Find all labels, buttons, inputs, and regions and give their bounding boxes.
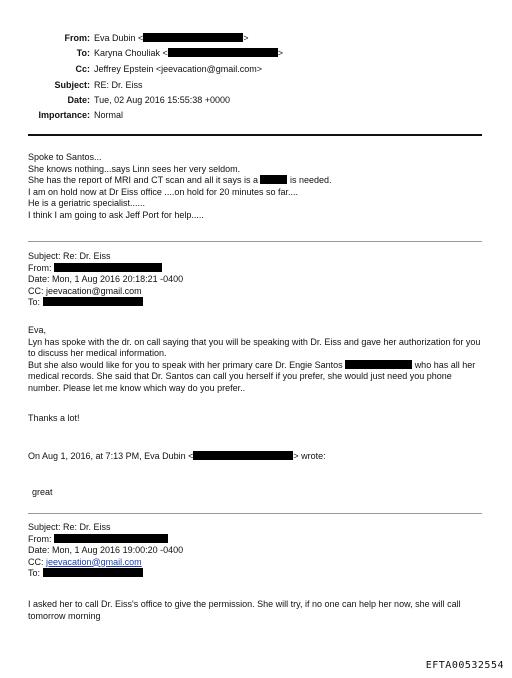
cc-email-link[interactable]: jeevacation@gmail.com bbox=[46, 556, 142, 567]
quote-attribution bbox=[28, 451, 484, 463]
thanks-line bbox=[28, 413, 484, 425]
from-value bbox=[94, 33, 249, 43]
redacted-email bbox=[193, 451, 293, 460]
header-subject-row bbox=[0, 80, 512, 93]
thanks-text: Thanks a lot! bbox=[28, 413, 80, 423]
paragraph: Lyn has spoke with the dr. on call saying that you will be speaking with Dr. Eiss and gave her authorization for you to discuss her medical information. bbox=[28, 336, 481, 358]
quote-divider-2 bbox=[28, 513, 482, 514]
body-text: is needed. bbox=[289, 175, 332, 185]
body-line bbox=[28, 175, 484, 187]
to-label: To: bbox=[28, 297, 41, 307]
to-label: To: bbox=[28, 568, 41, 578]
importance-value: Normal bbox=[94, 110, 124, 120]
message-3-header bbox=[28, 522, 484, 580]
redacted-text bbox=[345, 360, 412, 369]
paragraph: I asked her to call Dr. Eiss's office to give the permission. She will try, if no one can help her now, she will call tomorrow morning bbox=[28, 599, 461, 621]
redacted-email bbox=[43, 297, 143, 306]
cc-label: CC: bbox=[28, 556, 46, 567]
header-date-row bbox=[0, 95, 512, 108]
subject-label: Subject: bbox=[54, 80, 90, 90]
from-close: > bbox=[243, 33, 249, 43]
quote-divider bbox=[28, 241, 482, 242]
from-name: Eva Dubin < bbox=[94, 33, 144, 43]
cc-value: Jeffrey Epstein <jeevacation@gmail.com> bbox=[94, 64, 263, 74]
message-3-body bbox=[28, 599, 484, 622]
to-close: > bbox=[277, 48, 284, 58]
body-line: She knows nothing...says Linn sees her very seldom. bbox=[28, 163, 241, 174]
msg2-subject: Subject: Re: Dr. Eiss bbox=[28, 251, 111, 261]
attribution-line bbox=[28, 451, 484, 463]
date-label: Date: bbox=[67, 95, 90, 105]
to-name: Karyna Chouliak < bbox=[94, 48, 168, 58]
attribution-text: > wrote: bbox=[293, 451, 326, 461]
from-label: From: bbox=[64, 33, 90, 43]
msg2-date: Date: Mon, 1 Aug 2016 20:18:21 -0400 bbox=[28, 274, 184, 284]
header-to-row bbox=[0, 48, 512, 61]
header-importance-row bbox=[0, 110, 512, 123]
redacted-email bbox=[43, 568, 143, 577]
to-value bbox=[94, 48, 283, 58]
header-divider bbox=[28, 134, 482, 136]
message-2-header bbox=[28, 251, 484, 309]
body-line: I am on hold now at Dr Eiss office ....on hold for 20 minutes so far.... bbox=[28, 186, 298, 197]
document-id: EFTA00532554 bbox=[425, 660, 504, 671]
msg3-cc bbox=[28, 557, 484, 569]
header-from-row bbox=[0, 33, 512, 46]
message-body-1 bbox=[28, 152, 484, 221]
date-value: Tue, 02 Aug 2016 15:55:38 +0000 bbox=[94, 95, 231, 105]
body-text: who has all her medical records. She said that Dr. Santos can call you herself if you prefer, she would just need you phone number. Please let me know which way do you prefer.. bbox=[28, 359, 476, 393]
subject-value: RE: Dr. Eiss bbox=[94, 80, 143, 90]
msg2-to bbox=[28, 297, 484, 309]
to-label: To: bbox=[76, 48, 90, 58]
body-text: But she also would like for you to speak with her primary care Dr. Engie Santos bbox=[28, 359, 343, 370]
msg2-from bbox=[28, 263, 484, 275]
importance-label: Importance: bbox=[38, 110, 90, 120]
redacted-email bbox=[54, 534, 168, 543]
msg3-to bbox=[28, 568, 484, 580]
body-line: I think I am going to ask Jeff Port for help..... bbox=[28, 209, 204, 220]
message-2-body bbox=[28, 325, 484, 394]
msg3-from bbox=[28, 534, 484, 546]
attribution-text: On Aug 1, 2016, at 7:13 PM, Eva Dubin < bbox=[28, 451, 194, 461]
body-line: He is a geriatric specialist...... bbox=[28, 198, 146, 208]
redacted-email bbox=[168, 48, 278, 57]
quoted-reply bbox=[32, 487, 484, 499]
msg3-subject: Subject: Re: Dr. Eiss bbox=[28, 522, 111, 532]
msg2-cc: CC: jeevacation@gmail.com bbox=[28, 285, 142, 296]
redacted-text bbox=[260, 175, 287, 184]
greeting: Eva, bbox=[28, 325, 47, 335]
from-label: From: bbox=[28, 262, 52, 273]
body-line: Spoke to Santos... bbox=[28, 152, 102, 162]
cc-label: Cc: bbox=[75, 64, 90, 74]
header-cc-row bbox=[0, 64, 512, 77]
redacted-email bbox=[54, 263, 162, 272]
redacted-email bbox=[143, 33, 243, 42]
body-text: She has the report of MRI and CT scan and all it says is a bbox=[28, 175, 258, 185]
from-label: From: bbox=[28, 533, 52, 544]
reply-text: great bbox=[32, 487, 53, 497]
paragraph bbox=[28, 360, 484, 395]
msg3-date: Date: Mon, 1 Aug 2016 19:00:20 -0400 bbox=[28, 545, 184, 555]
